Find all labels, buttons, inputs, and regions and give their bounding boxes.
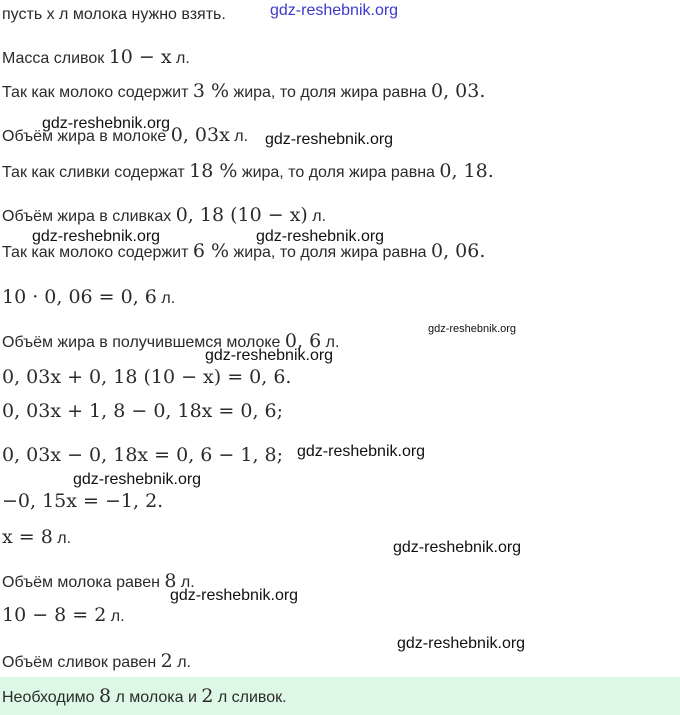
equation-line-1 bbox=[2, 366, 291, 388]
math-expression: x = 8 bbox=[2, 526, 53, 548]
math-expression: 10 · 0, 06 = 0, 6 bbox=[2, 286, 157, 308]
cream-fat-line bbox=[2, 160, 494, 182]
watermark: gdz-reshebnik.org bbox=[428, 323, 517, 335]
watermark: gdz-reshebnik.org bbox=[205, 347, 334, 364]
equation-line-2 bbox=[2, 400, 283, 422]
math-expression: 0, 06. bbox=[431, 240, 486, 262]
line-text: л. bbox=[171, 50, 190, 67]
line-text: Масса сливок bbox=[2, 50, 109, 67]
line-text: л. bbox=[52, 530, 72, 547]
math-expression: 0, 18 (10 − x) bbox=[175, 204, 308, 226]
watermark: gdz-reshebnik.org bbox=[297, 443, 426, 460]
line-text: Объём жира в сливках bbox=[2, 208, 176, 225]
line-text: жира, то доля жира равна bbox=[229, 244, 431, 261]
line-text: Объём жира в получившемся молоке bbox=[2, 334, 285, 351]
watermark: gdz-reshebnik.org bbox=[256, 228, 385, 245]
line-text: Объём молока равен bbox=[2, 574, 165, 591]
math-expression: 0, 18. bbox=[439, 160, 494, 182]
line-text: л. bbox=[172, 654, 191, 671]
math-expression: 8 bbox=[164, 570, 177, 592]
equation-line-5 bbox=[2, 526, 71, 548]
line-text: Объём жира в молоке bbox=[2, 128, 171, 145]
line-text: л. bbox=[321, 334, 340, 351]
math-expression: −0, 15x = −1, 2. bbox=[2, 490, 164, 512]
line-text: жира, то доля жира равна bbox=[237, 164, 440, 181]
cream-fat-volume-line bbox=[2, 204, 326, 226]
line-text: Так как сливки содержат bbox=[2, 164, 190, 181]
line-text: Так как молоко содержит bbox=[2, 244, 193, 261]
math-expression: 3 % bbox=[192, 80, 230, 102]
watermark: gdz-reshebnik.org bbox=[32, 228, 161, 245]
math-expression: 0, 03x bbox=[170, 124, 230, 146]
math-expression: 0, 03x + 0, 18 (10 − x) = 0, 6. bbox=[2, 366, 292, 388]
equation-line-4 bbox=[2, 490, 163, 512]
watermark: gdz-reshebnik.org bbox=[73, 471, 202, 488]
math-expression: 10 − 8 = 2 bbox=[2, 604, 107, 626]
line-text: Объём сливок равен bbox=[2, 654, 161, 671]
watermark: gdz-reshebnik.org bbox=[270, 2, 399, 19]
math-expression: 0, 03. bbox=[431, 80, 486, 102]
cream-mass-line bbox=[2, 46, 190, 68]
watermark: gdz-reshebnik.org bbox=[393, 539, 522, 556]
math-expression: 18 % bbox=[189, 160, 238, 182]
line-text: л. bbox=[307, 208, 327, 225]
watermark: gdz-reshebnik.org bbox=[397, 635, 526, 652]
milk-volume-line bbox=[2, 570, 195, 592]
math-expression: 2 bbox=[160, 650, 173, 672]
line-text: л. bbox=[229, 128, 249, 145]
math-expression: 0, 03x − 0, 18x = 0, 6 − 1, 8; bbox=[2, 444, 284, 466]
math-expression: 8 bbox=[98, 685, 112, 707]
line-text: л молока и bbox=[111, 689, 202, 706]
math-expression: 0, 6 bbox=[284, 330, 322, 352]
line-text: л. bbox=[176, 574, 195, 591]
line-text: жира, то доля жира равна bbox=[229, 84, 431, 101]
math-expression: 2 bbox=[201, 685, 214, 707]
cream-volume-line bbox=[2, 650, 191, 672]
watermark: gdz-reshebnik.org bbox=[170, 587, 299, 604]
math-expression: 10 − x bbox=[108, 46, 172, 68]
watermark: gdz-reshebnik.org bbox=[42, 115, 171, 132]
math-expression: 0, 03x + 1, 8 − 0, 18x = 0, 6; bbox=[2, 400, 284, 422]
line-text: Необходимо bbox=[2, 689, 99, 706]
line-text: л. bbox=[106, 608, 125, 625]
cream-calc-line bbox=[2, 604, 125, 626]
watermark: gdz-reshebnik.org bbox=[265, 131, 394, 148]
math-expression: 6 % bbox=[192, 240, 230, 262]
answer-highlight bbox=[0, 677, 680, 715]
line-text: Так как молоко содержит bbox=[2, 84, 193, 101]
line-text: л сливок. bbox=[213, 689, 287, 706]
intro-text: пусть x л молока нужно взять. bbox=[2, 6, 226, 23]
equation-line-3 bbox=[2, 444, 283, 466]
line-text: л. bbox=[156, 290, 176, 307]
intro-line bbox=[2, 6, 226, 24]
milk-fat-line bbox=[2, 80, 485, 102]
answer-line bbox=[2, 685, 287, 707]
calc-line bbox=[2, 286, 175, 308]
